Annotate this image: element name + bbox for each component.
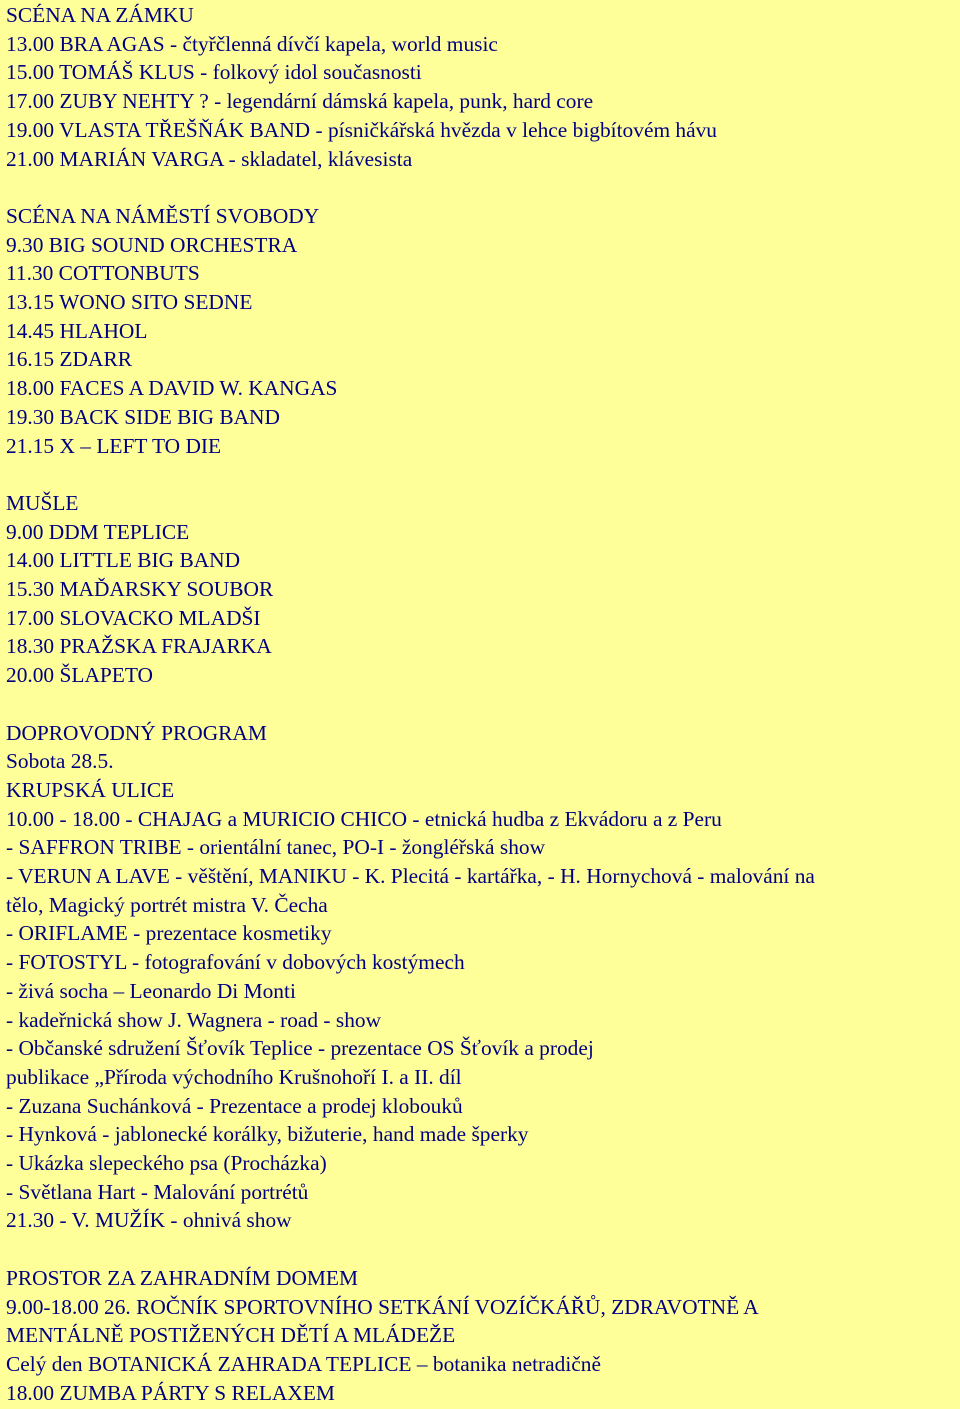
program-line: 18.00 FACES A DAVID W. KANGAS xyxy=(6,376,338,401)
program-line: - živá socha – Leonardo Di Monti xyxy=(6,978,296,1003)
program-line: tělo, Magický portrét mistra V. Čecha xyxy=(6,892,328,917)
program-line: - kadeřnická show J. Wagnera - road - show xyxy=(6,1007,382,1032)
date-line: Sobota 28.5. xyxy=(6,749,114,774)
program-line: 15.30 MAĎARSKY SOUBOR xyxy=(6,577,274,602)
program-line: - Ukázka slepeckého psa (Procházka) xyxy=(6,1151,327,1176)
section-heading-doprovodny-program: DOPROVODNÝ PROGRAM xyxy=(6,720,267,745)
program-line: publikace „Příroda východního Krušnohoří I. a II. díl xyxy=(6,1064,462,1089)
program-line: 17.00 ZUBY NEHTY ? - legendární dámská kapela, punk, hard core xyxy=(6,89,594,114)
program-line: 11.30 COTTONBUTS xyxy=(6,261,200,286)
program-line: - Světlana Hart - Malování portrétů xyxy=(6,1179,309,1204)
program-line: 14.45 HLAHOL xyxy=(6,318,148,343)
program-line: 18.30 PRAŽSKA FRAJARKA xyxy=(6,634,272,659)
program-line: 18.00 ZUMBA PÁRTY S RELAXEM xyxy=(6,1380,335,1405)
section-heading-scena-na-namesti-svobody: SCÉNA NA NÁMĚSTÍ SVOBODY xyxy=(6,203,320,228)
program-line: 9.00 DDM TEPLICE xyxy=(6,519,190,544)
program-line: - Občanské sdružení Šťovík Teplice - prezentace OS Šťovík a prodej xyxy=(6,1036,594,1061)
program-line: - Hynková - jablonecké korálky, bižuterie, hand made šperky xyxy=(6,1122,529,1147)
program-line: - ORIFLAME - prezentace kosmetiky xyxy=(6,921,332,946)
program-line: 20.00 ŠLAPETO xyxy=(6,663,153,688)
blank-line xyxy=(6,460,960,489)
program-line: 15.00 TOMÁŠ KLUS - folkový idol současnosti xyxy=(6,60,422,85)
section-heading-prostor-za-zahradnim-domem: PROSTOR ZA ZAHRADNÍM DOMEM xyxy=(6,1265,358,1290)
program-line: - VERUN A LAVE - věštění, MANIKU - K. Plecitá - kartářka, - H. Hornychová - malování na xyxy=(6,864,815,889)
program-line: 13.15 WONO SITO SEDNE xyxy=(6,290,253,315)
program-line: 13.00 BRA AGAS - čtyřčlenná dívčí kapela, world music xyxy=(6,31,498,56)
program-line: 14.00 LITTLE BIG BAND xyxy=(6,548,241,573)
location-heading: KRUPSKÁ ULICE xyxy=(6,777,175,802)
blank-line xyxy=(6,1235,960,1264)
program-line: 9.00-18.00 26. ROČNÍK SPORTOVNÍHO SETKÁNÍ VOZÍČKÁŘŮ, ZDRAVOTNĚ A xyxy=(6,1294,759,1319)
program-line: - FOTOSTYL - fotografování v dobových kostýmech xyxy=(6,950,465,975)
section-heading-musle: MUŠLE xyxy=(6,490,79,515)
section-heading-scena-na-zamku: SCÉNA NA ZÁMKU xyxy=(6,3,194,27)
program-line: 17.00 SLOVACKO MLADŠI xyxy=(6,605,261,630)
program-line: Celý den BOTANICKÁ ZAHRADA TEPLICE – botanika netradičně xyxy=(6,1351,601,1376)
program-line: 21.00 MARIÁN VARGA - skladatel, klávesista xyxy=(6,146,413,171)
program-line: - Zuzana Suchánková - Prezentace a prodej klobouků xyxy=(6,1093,463,1118)
program-line: 21.30 - V. MUŽÍK - ohnivá show xyxy=(6,1208,292,1233)
document-page xyxy=(0,1,960,1409)
program-line: 19.00 VLASTA TŘEŠŇÁK BAND - písničkářská hvězda v lehce bigbítovém hávu xyxy=(6,117,718,142)
program-line: - SAFFRON TRIBE - orientální tanec, PO-I - žongléřská show xyxy=(6,835,546,860)
blank-line xyxy=(6,690,960,719)
program-line: 9.30 BIG SOUND ORCHESTRA xyxy=(6,232,298,257)
blank-line xyxy=(6,173,960,202)
program-line: MENTÁLNĚ POSTIŽENÝCH DĚTÍ A MLÁDEŽE xyxy=(6,1323,456,1348)
program-line: 10.00 - 18.00 - CHAJAG a MURICIO CHICO - etnická hudba z Ekvádoru a z Peru xyxy=(6,806,722,831)
program-line: 16.15 ZDARR xyxy=(6,347,132,372)
program-line: 21.15 X – LEFT TO DIE xyxy=(6,433,222,458)
program-line: 19.30 BACK SIDE BIG BAND xyxy=(6,404,280,429)
